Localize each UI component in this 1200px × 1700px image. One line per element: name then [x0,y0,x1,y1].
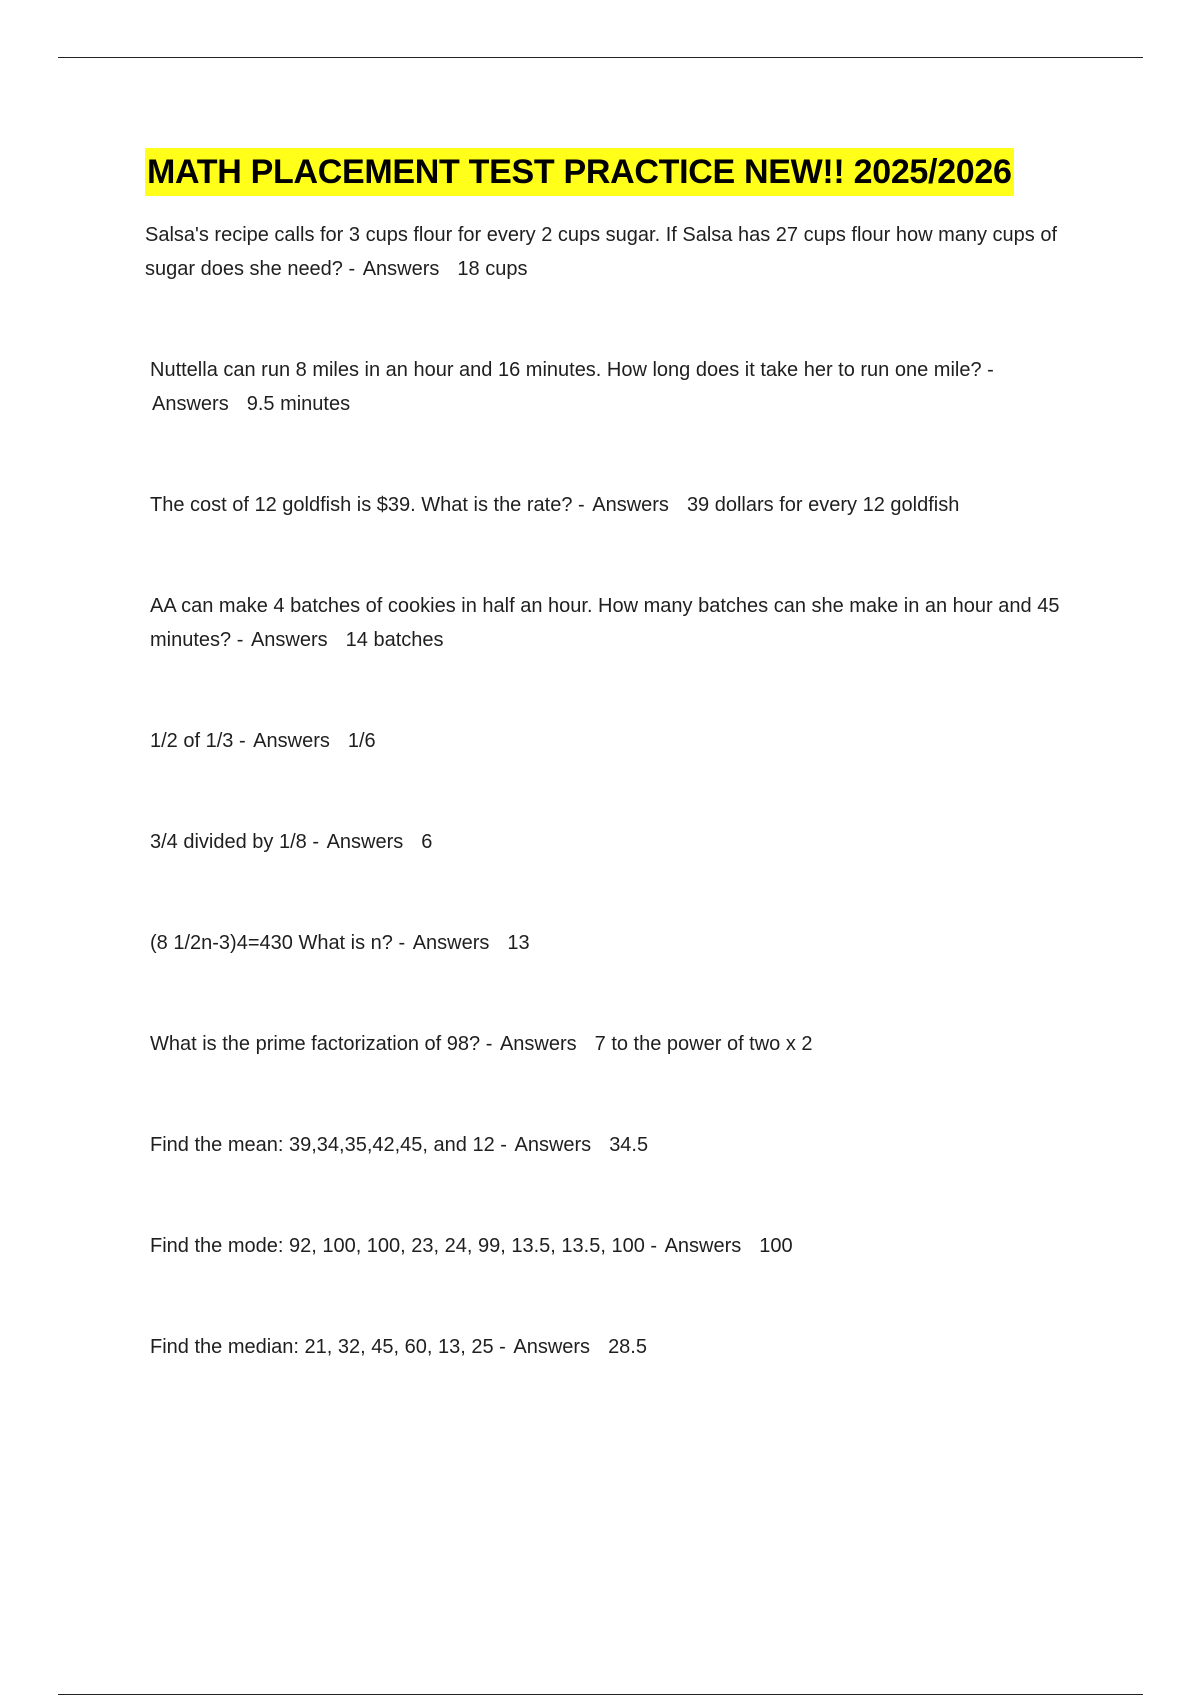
answers-label: Answers [412,932,490,954]
document-body [145,148,1105,1358]
question-text: (8 1/2n-3)4=430 What is n? - [150,932,411,954]
bottom-rule [58,1694,1143,1695]
answer-value: 13 [507,932,530,954]
answer-value: 100 [759,1235,793,1257]
answer-value: 7 to the power of two x 2 [594,1033,813,1055]
qa-item-10 [145,1229,1110,1263]
answer-value: 1/6 [347,730,376,752]
question-text: Find the mode: 92, 100, 100, 23, 24, 99, 13.5, 13.5, 100 - [150,1235,663,1257]
answer-value: 14 batches [345,629,444,651]
answers-label: Answers [250,629,328,651]
answers-label: Answers [514,1134,592,1156]
answers-label: Answers [499,1033,577,1055]
question-text: Salsa's recipe calls for 3 cups flour for every 2 cups sugar. If Salsa has 27 cups flour how many cups of sugar does she need? - [145,224,1058,280]
qa-item-6 [145,825,1110,859]
question-text: What is the prime factorization of 98? - [150,1033,498,1055]
answers-label: Answers [326,831,404,853]
qa-item-7 [145,926,1110,960]
answers-label: Answers [592,494,669,516]
answers-label: Answers [362,258,440,280]
qa-item-1 [145,218,1105,286]
answer-value: 6 [421,831,433,853]
qa-item-11 [145,1330,1110,1364]
question-text: 1/2 of 1/3 - [150,730,252,752]
qa-item-2 [145,353,1110,421]
answers-label: Answers [152,393,229,415]
answer-value: 18 cups [457,258,528,280]
qa-item-5 [145,724,1110,758]
document-title: MATH PLACEMENT TEST PRACTICE NEW!! 2025/2026 [145,148,1014,196]
answer-value: 39 dollars for every 12 goldfish [686,494,960,516]
answers-label: Answers [664,1235,742,1257]
question-text: 3/4 divided by 1/8 - [150,831,325,853]
qa-item-8 [145,1027,1110,1061]
question-text: Nuttella can run 8 miles in an hour and 16 minutes. How long does it take her to run one mile? - [150,359,994,381]
qa-item-9 [145,1128,1110,1162]
answer-value: 34.5 [609,1134,649,1156]
qa-item-4 [145,589,1110,657]
answer-value: 9.5 minutes [246,393,351,415]
question-text: The cost of 12 goldfish is $39. What is the rate? - [150,494,591,516]
qa-item-3 [145,488,1110,522]
question-text: AA can make 4 batches of cookies in half an hour. How many batches can she make in an hour and 45 minutes? - [150,595,1060,651]
answer-value: 28.5 [608,1336,647,1358]
answers-label: Answers [253,730,330,752]
top-rule [58,57,1143,58]
question-text: Find the median: 21, 32, 45, 60, 13, 25 - [150,1336,512,1358]
answers-label: Answers [513,1336,591,1358]
question-text: Find the mean: 39,34,35,42,45, and 12 - [150,1134,513,1156]
